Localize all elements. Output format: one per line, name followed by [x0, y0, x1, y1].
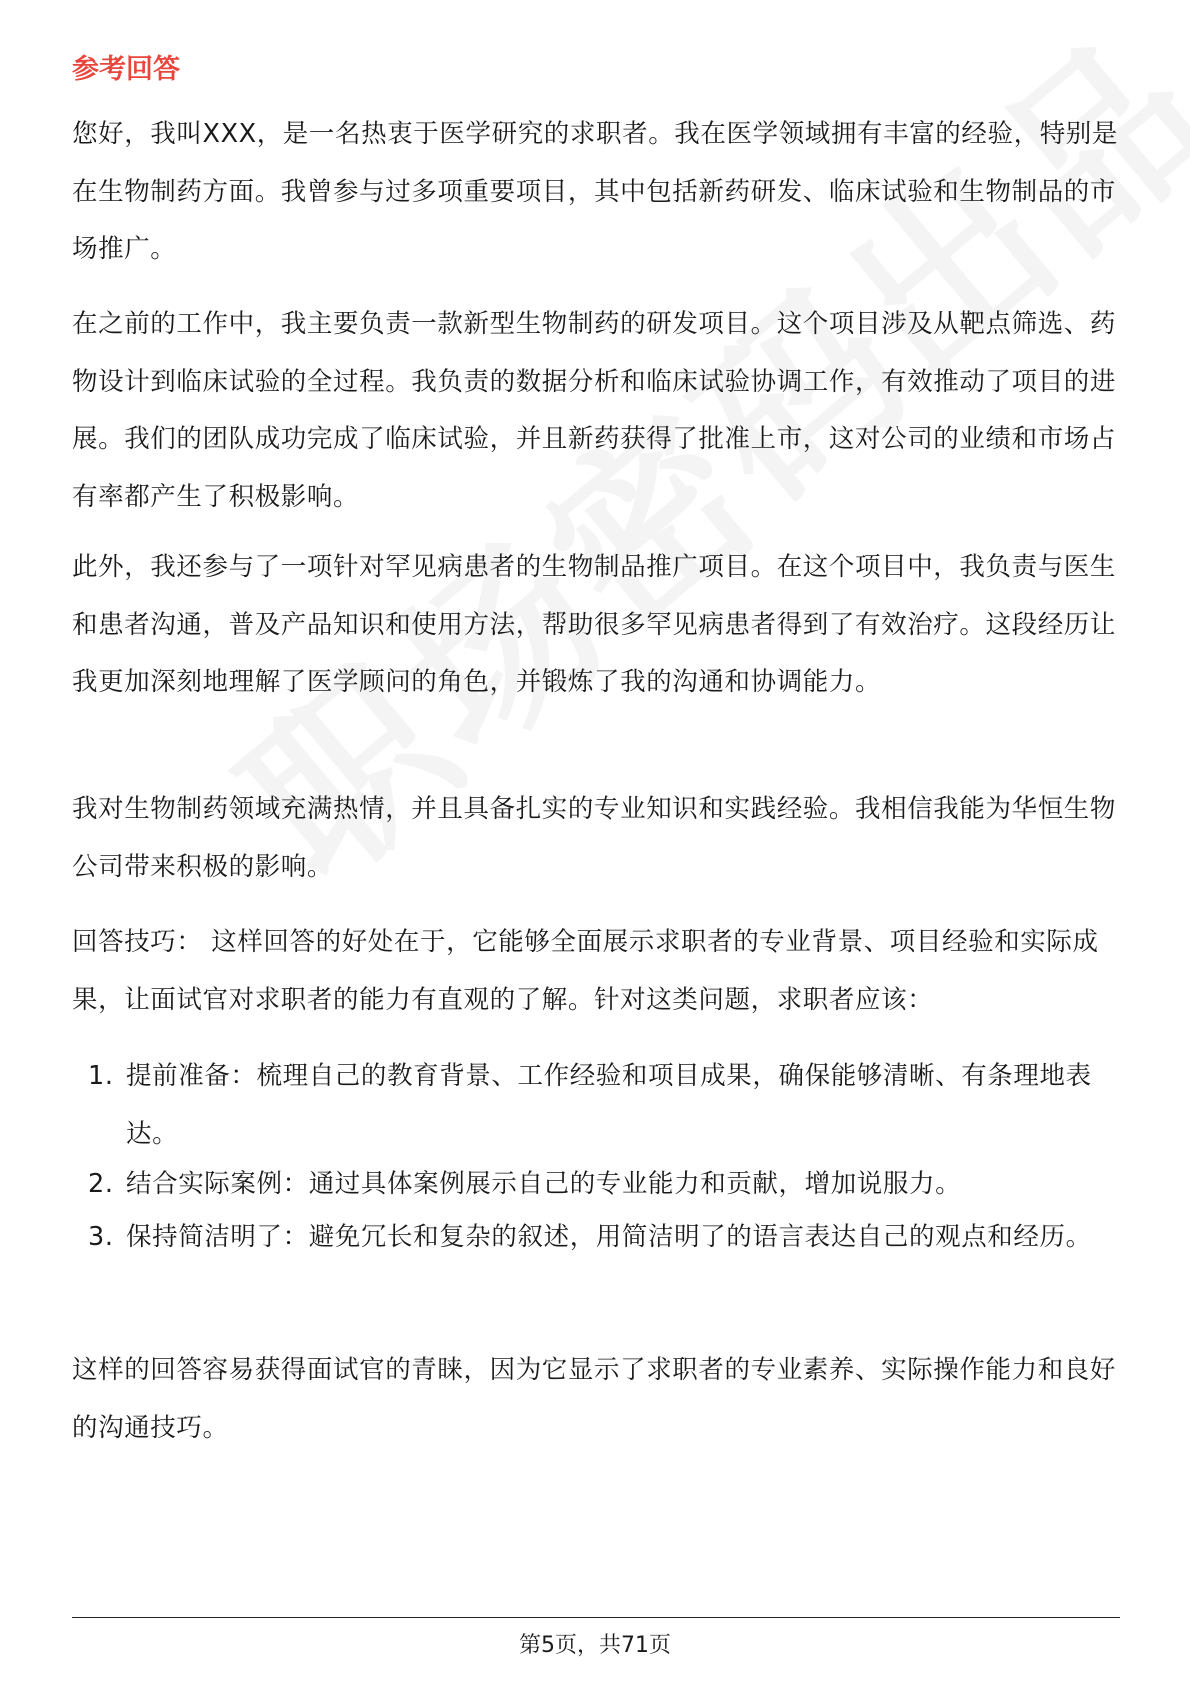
- list-item: [72, 1156, 1120, 1214]
- paragraph-additional-project: 此外，我还参与了一项针对罕见病患者的生物制品推广项目。在这个项目中，我负责与医生和患者沟通，普及产品知识和使用方法，帮助很多罕见病患者得到了有效治疗。这段经历让我更加深刻地理解了医学顾问的角色，并锻炼了我的沟通和协调能力。: [72, 552, 1117, 697]
- list-text: 结合实际案例：通过具体案例展示自己的专业能力和贡献，增加说服力。: [126, 1169, 962, 1199]
- list-item: [72, 1209, 1120, 1267]
- footer-divider: [72, 1617, 1120, 1618]
- list-number: 2.: [88, 1169, 114, 1199]
- list-number: 1.: [88, 1061, 114, 1091]
- paragraph-closing: 这样的回答容易获得面试官的青睐，因为它显示了求职者的专业素养、实际操作能力和良好的沟通技巧。: [72, 1355, 1117, 1443]
- page-number: 第5页，共71页: [519, 1633, 671, 1658]
- paragraph-intro: 您好，我叫XXX，是一名热衷于医学研究的求职者。我在医学领域拥有丰富的经验，特别是在生物制药方面。我曾参与过多项重要项目，其中包括新药研发、临床试验和生物制品的市场推广。: [72, 119, 1119, 264]
- paragraph-passion: 我对生物制药领域充满热情，并且具备扎实的专业知识和实践经验。我相信我能为华恒生物公司带来积极的影响。: [72, 794, 1117, 882]
- list-item: [72, 1048, 1120, 1163]
- list-text: 保持简洁明了：避免冗长和复杂的叙述，用简洁明了的语言表达自己的观点和经历。: [126, 1222, 1092, 1252]
- list-text: 提前准备：梳理自己的教育背景、工作经验和项目成果，确保能够清晰、有条理地表达。: [126, 1061, 1092, 1149]
- paragraph-experience: 在之前的工作中，我主要负责一款新型生物制药的研发项目。这个项目涉及从靶点筛选、药物设计到临床试验的全过程。我负责的数据分析和临床试验协调工作，有效推动了项目的进展。我们的团队成功完成了临床试验，并且新药获得了批准上市，这对公司的业绩和市场占有率都产生了积极影响。: [72, 309, 1117, 512]
- list-number: 3.: [88, 1222, 114, 1252]
- paragraph-answer-tips: 回答技巧： 这样回答的好处在于，它能够全面展示求职者的专业背景、项目经验和实际成果，让面试官对求职者的能力有直观的了解。针对这类问题，求职者应该：: [72, 927, 1099, 1015]
- section-heading: 参考回答: [72, 54, 180, 85]
